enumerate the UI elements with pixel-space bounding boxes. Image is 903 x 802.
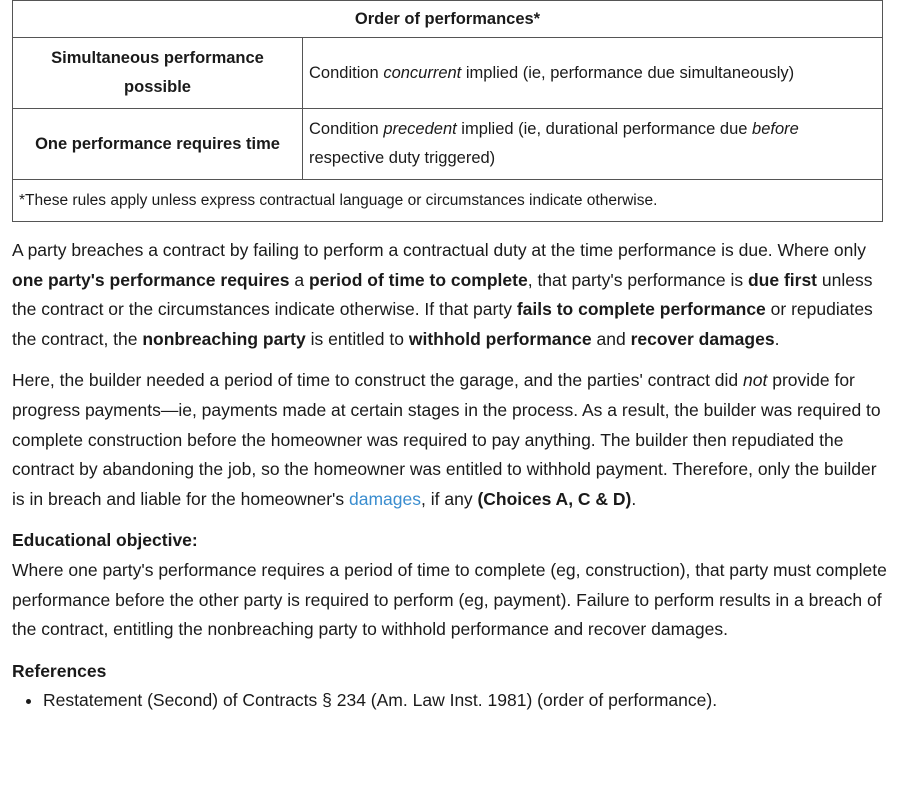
- text: a: [289, 269, 309, 290]
- text: A party breaches a contract by failing to perform a contractual duty at the time performance is due. Where only: [12, 240, 867, 260]
- row-value-one-requires-time: [303, 109, 883, 180]
- value-emphasis: concurrent: [383, 63, 462, 82]
- row-value-simultaneous: [303, 38, 883, 109]
- value-text: Condition: [309, 63, 384, 82]
- text: , if any: [421, 488, 478, 509]
- value-text: implied (ie, performance due simultaneously): [461, 63, 795, 82]
- educational-objective-heading: Educational objective:: [12, 530, 198, 551]
- bold-text: due first: [747, 269, 818, 290]
- bold-text: (Choices A, C & D): [477, 488, 632, 509]
- bold-text: nonbreaching party: [142, 328, 306, 349]
- italic-text: not: [743, 370, 768, 391]
- row-label-one-requires-time: One performance requires time: [13, 109, 303, 180]
- table-row: [13, 109, 883, 180]
- list-item: • Restatement (Second) of Contracts § 234 (Am. Law Inst. 1981) (order of performance).: [43, 686, 892, 716]
- explanation-paragraph-2: [12, 366, 892, 514]
- text: , that party's performance is: [527, 269, 748, 290]
- value-emphasis: precedent: [383, 120, 457, 138]
- bold-text: recover damages: [630, 328, 775, 349]
- value-text: Condition: [309, 120, 384, 138]
- table-row: [13, 38, 883, 109]
- bold-text: fails to complete performance: [516, 299, 766, 320]
- text: or repudiates the contract, the: [12, 299, 873, 349]
- text: is entitled to: [305, 328, 409, 349]
- educational-objective-text: Where one party's performance requires a period of time to complete (eg, construction), that party must complete performance before the other party is required to perform (eg, payment). Failure to perform results in a breach of the contract, entitling the nonbreaching party to withhold performance and recover damages.: [12, 559, 887, 640]
- references-heading: References: [12, 660, 107, 681]
- value-emphasis: before: [752, 120, 799, 138]
- value-text: respective duty triggered): [309, 149, 496, 167]
- explanation-content: [12, 236, 892, 716]
- text: unless the contract or the circumstances indicate otherwise. If that party: [12, 269, 873, 320]
- performance-table: [12, 0, 883, 222]
- text: Here, the builder needed a period of time to construct the garage, and the parties' contract did: [12, 370, 744, 391]
- references-list: [12, 686, 892, 716]
- value-text: implied (ie, durational performance due: [456, 120, 753, 138]
- order-of-performances-table: [12, 0, 883, 222]
- bold-text: period of time to complete: [308, 269, 528, 290]
- bold-text: withhold performance: [408, 328, 592, 349]
- table-title: Order of performances*: [13, 1, 883, 38]
- text: provide for progress payments—ie, payments made at certain stages in the process. As a result, the builder was required to complete construction before the homeowner was required to pay anything. The builder then repudiated the contract by abandoning the job, so the homeowner was entitled to withhold payment. Therefore, only the builder is in breach and liable for the homeowner's: [12, 370, 881, 509]
- row-label-simultaneous: Simultaneous performance possible: [13, 38, 303, 109]
- text: .: [631, 488, 637, 509]
- bold-text: one party's performance requires: [12, 269, 290, 290]
- text: and: [591, 328, 631, 349]
- table-footnote: *These rules apply unless express contractual language or circumstances indicate otherwise.: [13, 180, 883, 222]
- table-footnote-row: [13, 180, 883, 222]
- table-title-row: [13, 1, 883, 38]
- damages-link[interactable]: damages: [349, 488, 422, 509]
- explanation-paragraph-1: [12, 236, 892, 354]
- text: .: [774, 328, 780, 349]
